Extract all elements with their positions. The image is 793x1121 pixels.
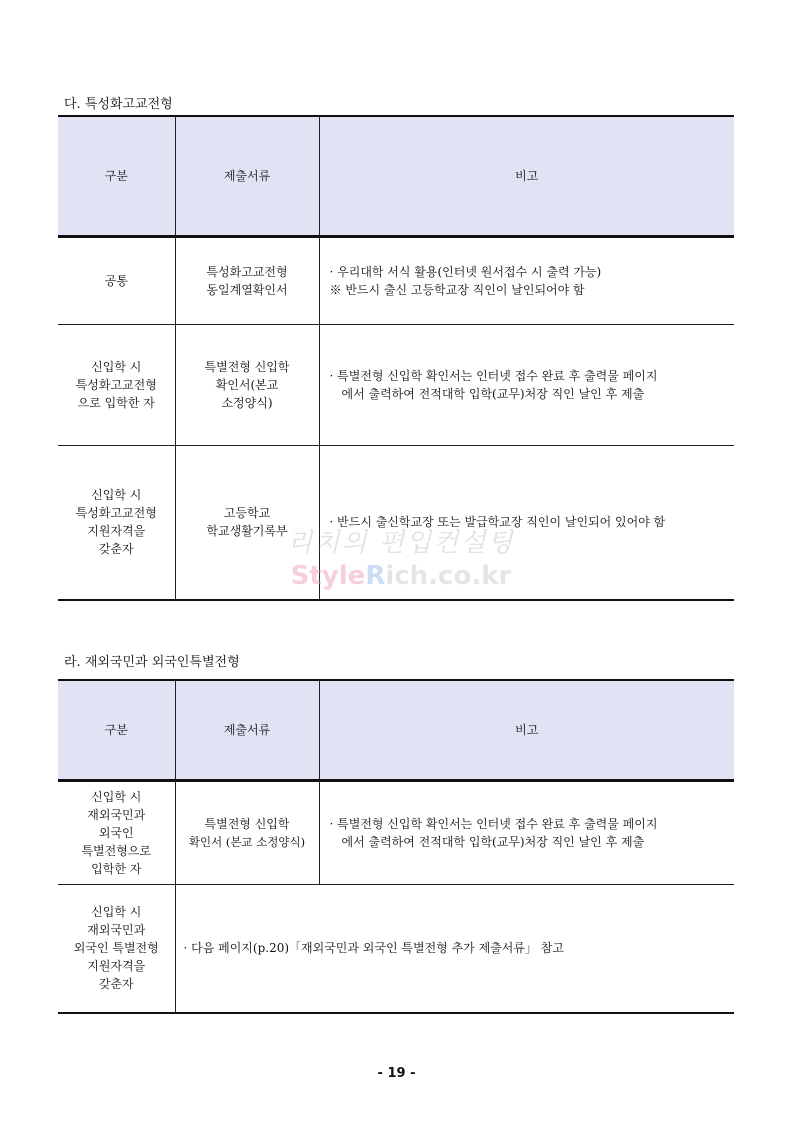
- category-line: 특별전형으로: [81, 843, 152, 858]
- table-overseas-foreigner: [58, 679, 734, 1014]
- category-line: 신입학 시: [91, 359, 142, 374]
- note-line: · 우리대학 서식 활용(인터넷 원서접수 시 출력 가능): [329, 264, 602, 279]
- row-notes: [319, 324, 734, 445]
- table-row: [58, 780, 734, 884]
- row-notes: [319, 445, 734, 600]
- table-header-row: [58, 680, 734, 780]
- category-line: 신입학 시: [91, 789, 142, 804]
- table-row: [58, 884, 734, 1013]
- category-line: 외국인 특별전형: [73, 941, 159, 956]
- note-line: ※ 반드시 출신 고등학교장 직인이 날인되어야 함: [329, 282, 585, 297]
- category-line: 갖춘자: [98, 542, 134, 557]
- note-line: · 특별전형 신입학 확인서는 인터넷 접수 완료 후 출력물 페이지: [329, 368, 658, 383]
- category-line: 재외국민과: [87, 807, 146, 822]
- row-notes: [319, 780, 734, 884]
- document-line: 특별전형 신입학: [204, 359, 290, 374]
- document-line: 특성화고교전형: [206, 264, 288, 279]
- header-category: 구분: [58, 680, 175, 780]
- watermark-korean: 리치의 편입컨설팅: [287, 528, 515, 558]
- note-line: · 반드시 출신학교장 또는 발급학교장 직인이 날인되어 있어야 함: [329, 515, 666, 530]
- document-line: 확인서 (본교 소정양식): [188, 834, 306, 849]
- row-documents: [175, 236, 319, 324]
- category-line: 신입학 시: [91, 905, 142, 920]
- category-line: 공통: [104, 273, 128, 288]
- note-line: 에서 출력하여 전적대학 입학(교무)처장 직인 날인 후 제출: [341, 386, 645, 401]
- row-documents: [175, 324, 319, 445]
- category-line: 지원자격을: [87, 524, 146, 539]
- document-line: 학교생활기록부: [206, 524, 288, 539]
- category-line: 으로 입학한 자: [77, 395, 155, 410]
- row-category: [58, 324, 175, 445]
- header-notes: 비고: [319, 116, 734, 236]
- category-line: 입학한 자: [91, 861, 142, 876]
- watermark-url: StyleRich.co.kr: [290, 561, 512, 591]
- document-line: 고등학교: [223, 506, 271, 521]
- category-line: 재외국민과: [87, 923, 146, 938]
- document-line: 특별전형 신입학: [204, 816, 290, 831]
- table-row: [58, 236, 734, 324]
- header-notes: 비고: [319, 680, 734, 780]
- category-line: 외국인: [98, 825, 134, 840]
- category-line: 지원자격을: [87, 959, 146, 974]
- note-line: · 특별전형 신입학 확인서는 인터넷 접수 완료 후 출력물 페이지: [329, 816, 658, 831]
- row-category: [58, 445, 175, 600]
- category-line: 갖춘자: [98, 977, 134, 992]
- note-line: 에서 출력하여 전적대학 입학(교무)처장 직인 날인 후 제출: [341, 834, 645, 849]
- header-category: 구분: [58, 116, 175, 236]
- page-number: - 19 -: [377, 1066, 416, 1081]
- category-line: 신입학 시: [91, 488, 142, 503]
- table-special-vocational: [58, 115, 734, 601]
- document-line: 확인서(본교: [215, 377, 279, 392]
- table-row: [58, 445, 734, 600]
- category-line: 특성화고교전형: [75, 506, 157, 521]
- row-documents: [175, 780, 319, 884]
- table-header-row: [58, 116, 734, 236]
- category-line: 특성화고교전형: [75, 377, 157, 392]
- row-category: [58, 780, 175, 884]
- section-title-special-vocational: 다. 특성화고교전형: [64, 97, 173, 112]
- table-row: [58, 324, 734, 445]
- row-documents: [175, 445, 319, 600]
- row-notes: [319, 236, 734, 324]
- row-category: [58, 236, 175, 324]
- document-line: 동일계열확인서: [206, 282, 288, 297]
- document-line: 소정양식): [221, 395, 273, 410]
- section-title-overseas-foreigner: 라. 재외국민과 외국인특별전형: [64, 655, 240, 670]
- header-documents: 제출서류: [175, 116, 319, 236]
- header-documents: 제출서류: [175, 680, 319, 780]
- row-merged-note: · 다음 페이지(p.20)「재외국민과 외국인 특별전형 추가 제출서류」 참고: [175, 884, 734, 1013]
- row-category: [58, 884, 175, 1013]
